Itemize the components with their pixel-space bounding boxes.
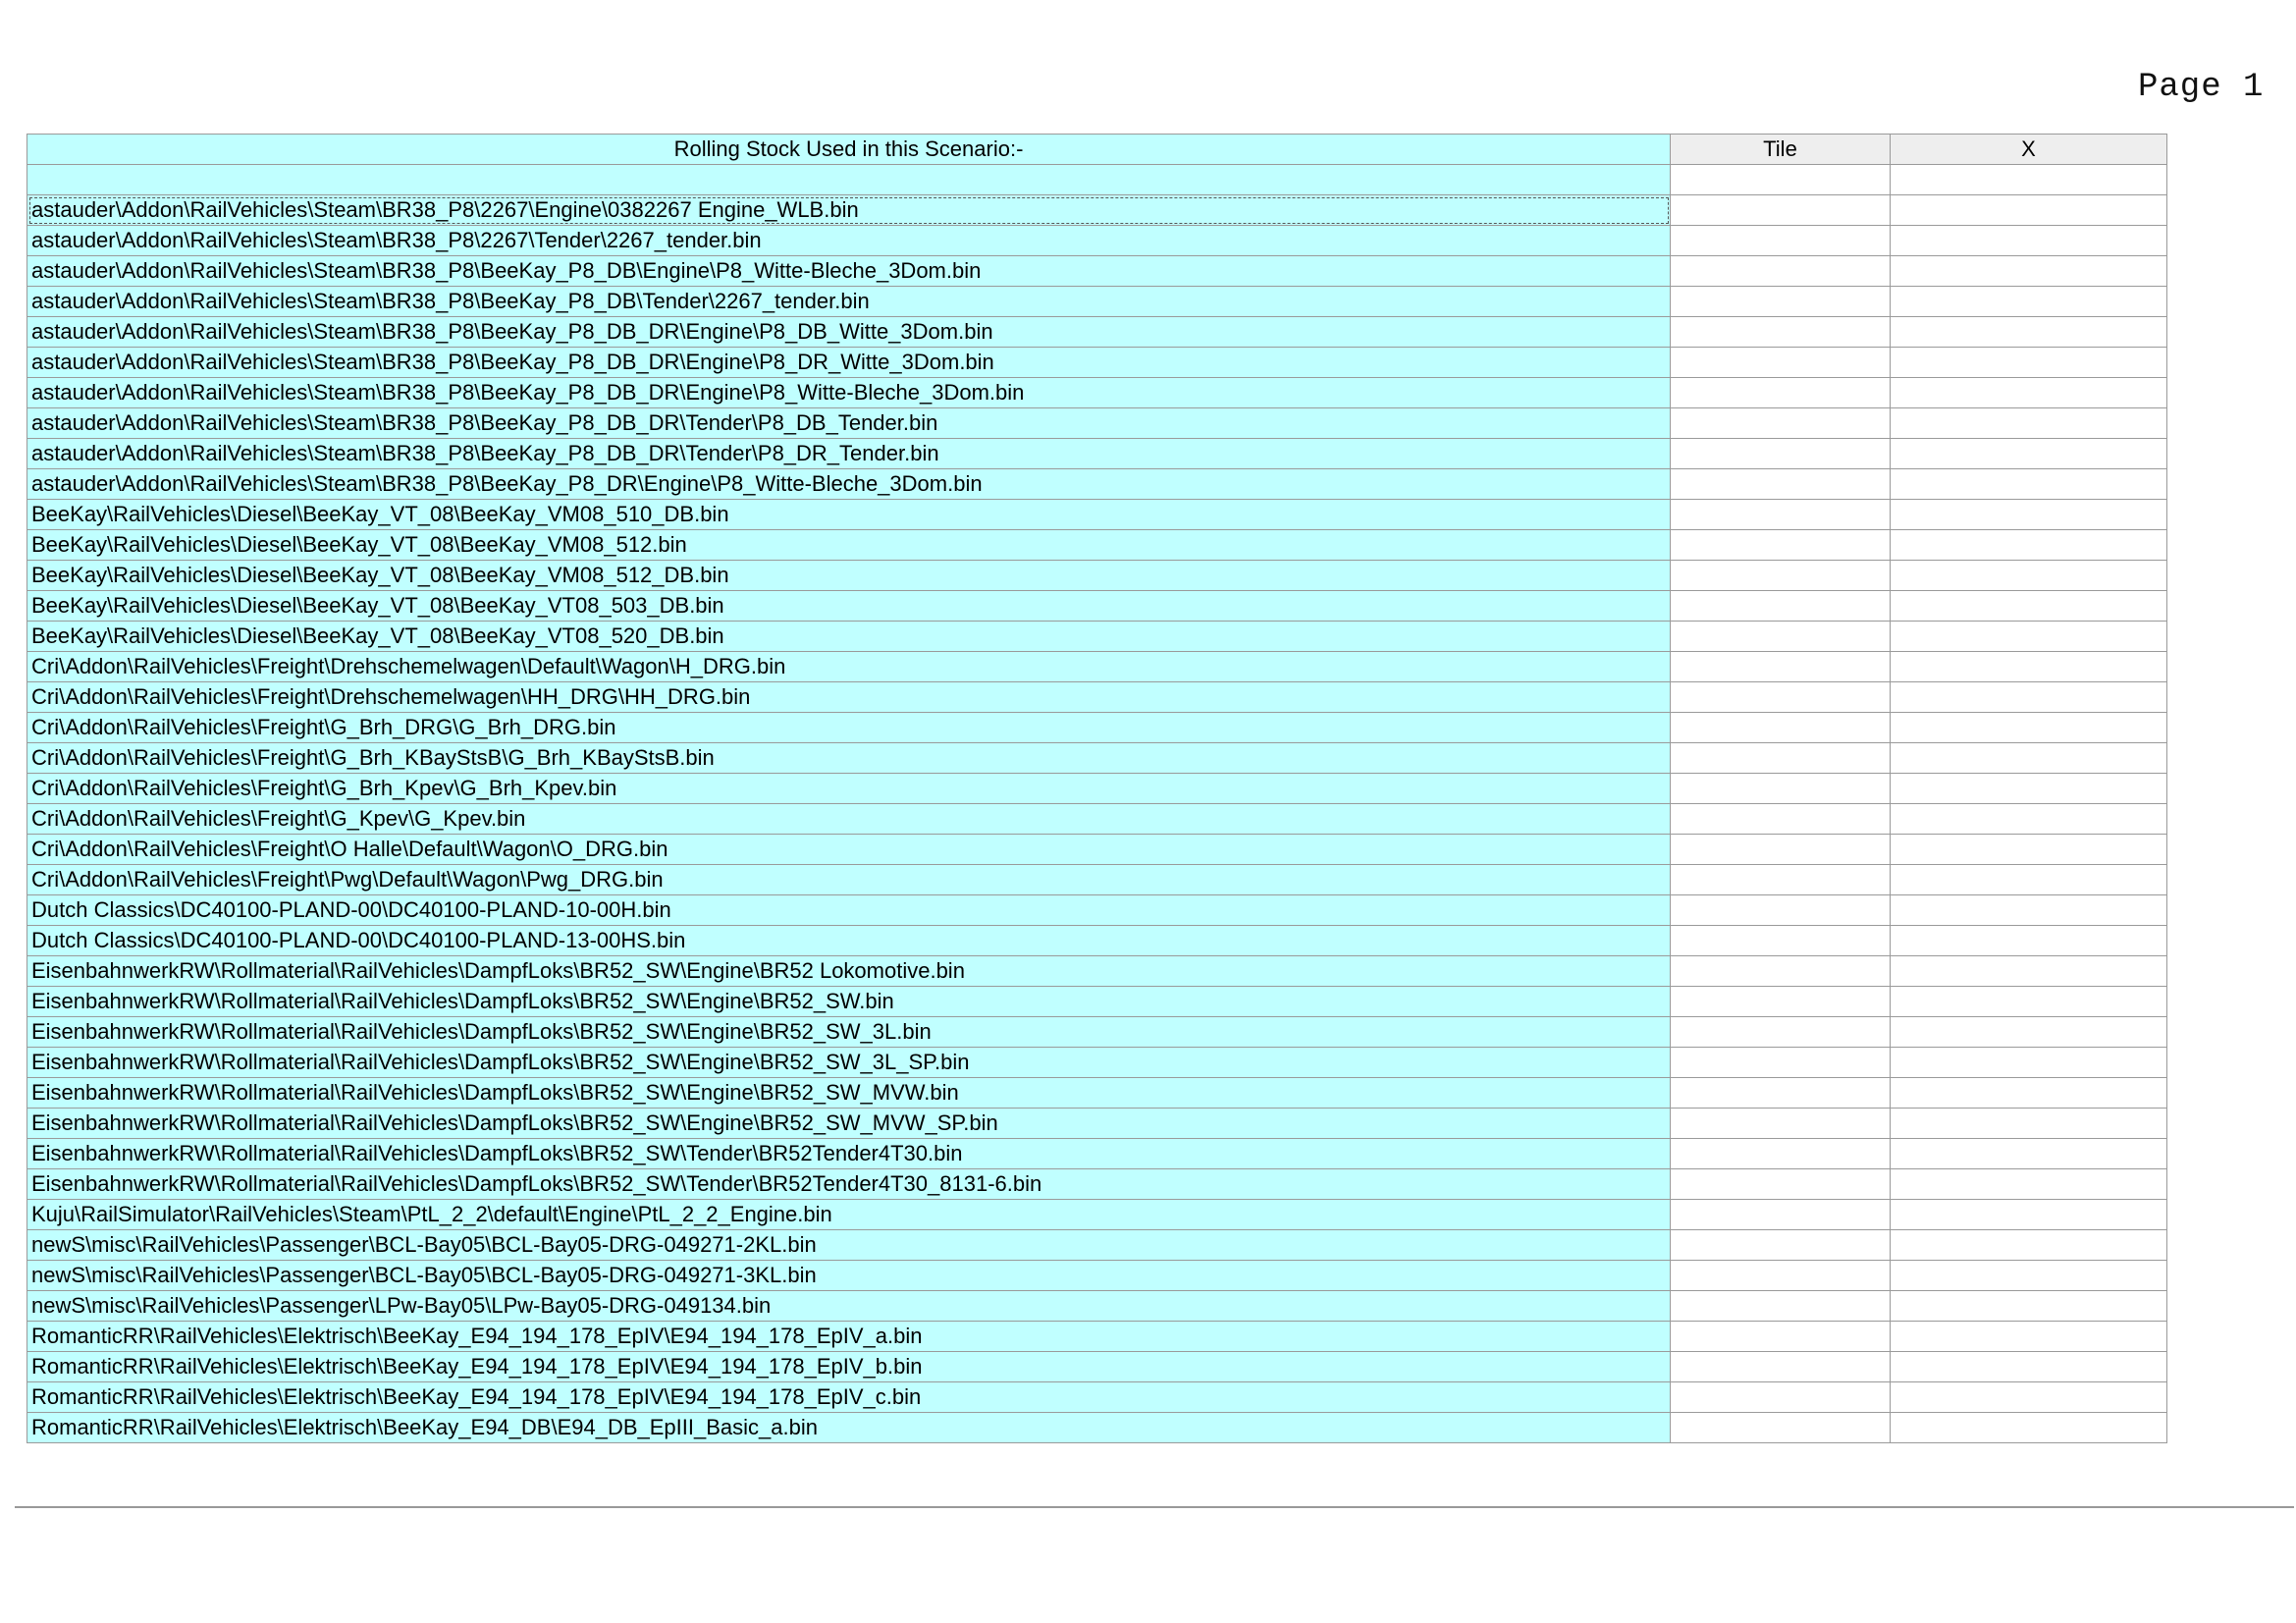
- tile-cell[interactable]: [1671, 408, 1891, 439]
- x-cell[interactable]: [1891, 1139, 2167, 1169]
- rolling-stock-path-cell[interactable]: BeeKay\RailVehicles\Diesel\BeeKay_VT_08\BeeKay_VM08_512.bin: [27, 530, 1671, 561]
- tile-cell[interactable]: [1671, 743, 1891, 774]
- x-cell[interactable]: [1891, 1017, 2167, 1048]
- table-row: [27, 561, 2167, 591]
- tile-cell[interactable]: [1671, 1413, 1891, 1443]
- tile-cell[interactable]: [1671, 804, 1891, 835]
- x-cell[interactable]: [1891, 956, 2167, 987]
- table-row: [27, 1109, 2167, 1139]
- tile-cell[interactable]: [1671, 1352, 1891, 1382]
- tile-cell[interactable]: [1671, 1048, 1891, 1078]
- tile-cell[interactable]: [1671, 317, 1891, 348]
- table-row: [27, 1139, 2167, 1169]
- x-cell[interactable]: [1891, 469, 2167, 500]
- tile-cell[interactable]: [1671, 591, 1891, 622]
- x-cell[interactable]: [1891, 743, 2167, 774]
- tile-cell[interactable]: [1671, 835, 1891, 865]
- x-cell[interactable]: [1891, 500, 2167, 530]
- tile-cell[interactable]: [1671, 1230, 1891, 1261]
- rolling-stock-path-cell[interactable]: astauder\Addon\RailVehicles\Steam\BR38_P8\BeeKay_P8_DB_DR\Engine\P8_DB_Witte_3Dom.bin: [27, 317, 1671, 348]
- tile-cell[interactable]: [1671, 1109, 1891, 1139]
- tile-cell[interactable]: [1671, 1017, 1891, 1048]
- x-cell[interactable]: [1891, 895, 2167, 926]
- table-row: [27, 439, 2167, 469]
- tile-cell[interactable]: [1671, 774, 1891, 804]
- x-cell[interactable]: [1891, 652, 2167, 682]
- rolling-stock-path-cell[interactable]: EisenbahnwerkRW\Rollmaterial\RailVehicles\DampfLoks\BR52_SW\Engine\BR52_SW.bin: [27, 987, 1671, 1017]
- rolling-stock-path-cell[interactable]: astauder\Addon\RailVehicles\Steam\BR38_P8\BeeKay_P8_DB_DR\Engine\P8_Witte-Bleche_3Dom.bin: [27, 378, 1671, 408]
- x-cell[interactable]: [1891, 561, 2167, 591]
- tile-cell[interactable]: [1671, 439, 1891, 469]
- table-row: [27, 1291, 2167, 1322]
- table-row: [27, 256, 2167, 287]
- tile-cell[interactable]: [1671, 1078, 1891, 1109]
- tile-cell[interactable]: [1671, 682, 1891, 713]
- table-row: [27, 317, 2167, 348]
- tile-cell[interactable]: [1671, 287, 1891, 317]
- tile-cell[interactable]: [1671, 1291, 1891, 1322]
- table-row: [27, 774, 2167, 804]
- rolling-stock-path-cell[interactable]: astauder\Addon\RailVehicles\Steam\BR38_P8\BeeKay_P8_DB_DR\Tender\P8_DR_Tender.bin: [27, 439, 1671, 469]
- x-cell[interactable]: [1891, 804, 2167, 835]
- tile-cell[interactable]: [1671, 1322, 1891, 1352]
- tile-cell[interactable]: [1671, 378, 1891, 408]
- rolling-stock-path-cell[interactable]: astauder\Addon\RailVehicles\Steam\BR38_P8\BeeKay_P8_DB\Engine\P8_Witte-Bleche_3Dom.bin: [27, 256, 1671, 287]
- table-row: [27, 1382, 2167, 1413]
- rolling-stock-path-cell[interactable]: EisenbahnwerkRW\Rollmaterial\RailVehicles\DampfLoks\BR52_SW\Tender\BR52Tender4T30_8131-6.bin: [27, 1169, 1671, 1200]
- tile-cell[interactable]: [1671, 1200, 1891, 1230]
- rolling-stock-path-cell[interactable]: astauder\Addon\RailVehicles\Steam\BR38_P8\BeeKay_P8_DR\Engine\P8_Witte-Bleche_3Dom.bin: [27, 469, 1671, 500]
- rolling-stock-path-cell[interactable]: BeeKay\RailVehicles\Diesel\BeeKay_VT_08\BeeKay_VM08_512_DB.bin: [27, 561, 1671, 591]
- x-cell[interactable]: [1891, 1322, 2167, 1352]
- rolling-stock-path-cell[interactable]: Cri\Addon\RailVehicles\Freight\G_Brh_DRG\G_Brh_DRG.bin: [27, 713, 1671, 743]
- tile-cell[interactable]: [1671, 530, 1891, 561]
- table-row: [27, 926, 2167, 956]
- tile-cell[interactable]: [1671, 987, 1891, 1017]
- x-cell[interactable]: [1891, 530, 2167, 561]
- page-number: Page 1: [2138, 69, 2265, 106]
- x-cell[interactable]: [1891, 774, 2167, 804]
- rolling-stock-path-cell[interactable]: Cri\Addon\RailVehicles\Freight\G_Brh_Kpev\G_Brh_Kpev.bin: [27, 774, 1671, 804]
- rolling-stock-path-cell[interactable]: EisenbahnwerkRW\Rollmaterial\RailVehicles\DampfLoks\BR52_SW\Engine\BR52_SW_3L_SP.bin: [27, 1048, 1671, 1078]
- rolling-stock-path-cell[interactable]: astauder\Addon\RailVehicles\Steam\BR38_P8\BeeKay_P8_DB_DR\Tender\P8_DB_Tender.bin: [27, 408, 1671, 439]
- table-row: [27, 348, 2167, 378]
- spacer-cell-name: [27, 165, 1671, 195]
- table-row: [27, 287, 2167, 317]
- x-cell[interactable]: [1891, 195, 2167, 226]
- x-cell[interactable]: [1891, 1291, 2167, 1322]
- page-bottom-rule: [15, 1506, 2294, 1508]
- header-x: X: [1891, 135, 2167, 165]
- rolling-stock-path-cell[interactable]: Cri\Addon\RailVehicles\Freight\Pwg\Default\Wagon\Pwg_DRG.bin: [27, 865, 1671, 895]
- table-row: [27, 1200, 2167, 1230]
- rolling-stock-path-cell[interactable]: BeeKay\RailVehicles\Diesel\BeeKay_VT_08\BeeKay_VT08_503_DB.bin: [27, 591, 1671, 622]
- x-cell[interactable]: [1891, 1048, 2167, 1078]
- table-row: [27, 804, 2167, 835]
- x-cell[interactable]: [1891, 835, 2167, 865]
- tile-cell[interactable]: [1671, 348, 1891, 378]
- tile-cell[interactable]: [1671, 1169, 1891, 1200]
- rolling-stock-path-cell[interactable]: EisenbahnwerkRW\Rollmaterial\RailVehicles\DampfLoks\BR52_SW\Engine\BR52_SW_MVW_SP.bin: [27, 1109, 1671, 1139]
- rolling-stock-path-cell[interactable]: newS\misc\RailVehicles\Passenger\LPw-Bay05\LPw-Bay05-DRG-049134.bin: [27, 1291, 1671, 1322]
- table-row: [27, 500, 2167, 530]
- table-row: [27, 987, 2167, 1017]
- x-cell[interactable]: [1891, 1109, 2167, 1139]
- tile-cell[interactable]: [1671, 1382, 1891, 1413]
- table-row: [27, 1352, 2167, 1382]
- rolling-stock-table: [27, 134, 2167, 1443]
- tile-cell[interactable]: [1671, 865, 1891, 895]
- rolling-stock-path-cell[interactable]: RomanticRR\RailVehicles\Elektrisch\BeeKay_E94_194_178_EpIV\E94_194_178_EpIV_b.bin: [27, 1352, 1671, 1382]
- rolling-stock-path-cell[interactable]: EisenbahnwerkRW\Rollmaterial\RailVehicles\DampfLoks\BR52_SW\Tender\BR52Tender4T30.bin: [27, 1139, 1671, 1169]
- spacer-cell-x: [1891, 165, 2167, 195]
- table-header-row: [27, 135, 2167, 165]
- rolling-stock-path-cell[interactable]: newS\misc\RailVehicles\Passenger\BCL-Bay05\BCL-Bay05-DRG-049271-2KL.bin: [27, 1230, 1671, 1261]
- rolling-stock-path-cell[interactable]: astauder\Addon\RailVehicles\Steam\BR38_P8\BeeKay_P8_DB\Tender\2267_tender.bin: [27, 287, 1671, 317]
- table-row: [27, 195, 2167, 226]
- x-cell[interactable]: [1891, 1352, 2167, 1382]
- table-row: [27, 743, 2167, 774]
- rolling-stock-path-cell[interactable]: astauder\Addon\RailVehicles\Steam\BR38_P8\2267\Engine\0382267 Engine_WLB.bin: [27, 195, 1671, 226]
- rolling-stock-path-cell[interactable]: Cri\Addon\RailVehicles\Freight\G_Brh_KBayStsB\G_Brh_KBayStsB.bin: [27, 743, 1671, 774]
- tile-cell[interactable]: [1671, 1139, 1891, 1169]
- tile-cell[interactable]: [1671, 469, 1891, 500]
- x-cell[interactable]: [1891, 1078, 2167, 1109]
- rolling-stock-path-cell[interactable]: BeeKay\RailVehicles\Diesel\BeeKay_VT_08\BeeKay_VT08_520_DB.bin: [27, 622, 1671, 652]
- rolling-stock-path-cell[interactable]: EisenbahnwerkRW\Rollmaterial\RailVehicles\DampfLoks\BR52_SW\Engine\BR52 Lokomotive.bin: [27, 956, 1671, 987]
- header-rolling-stock: Rolling Stock Used in this Scenario:-: [27, 135, 1671, 165]
- rolling-stock-path-cell[interactable]: Dutch Classics\DC40100-PLAND-00\DC40100-PLAND-13-00HS.bin: [27, 926, 1671, 956]
- rolling-stock-path-cell[interactable]: Kuju\RailSimulator\RailVehicles\Steam\PtL_2_2\default\Engine\PtL_2_2_Engine.bin: [27, 1200, 1671, 1230]
- rolling-stock-path-cell[interactable]: astauder\Addon\RailVehicles\Steam\BR38_P8\2267\Tender\2267_tender.bin: [27, 226, 1671, 256]
- table-row: [27, 226, 2167, 256]
- x-cell[interactable]: [1891, 226, 2167, 256]
- tile-cell[interactable]: [1671, 561, 1891, 591]
- table-row: [27, 652, 2167, 682]
- table-row: [27, 591, 2167, 622]
- x-cell[interactable]: [1891, 622, 2167, 652]
- table-row: [27, 1230, 2167, 1261]
- rolling-stock-path-cell[interactable]: newS\misc\RailVehicles\Passenger\BCL-Bay05\BCL-Bay05-DRG-049271-3KL.bin: [27, 1261, 1671, 1291]
- rolling-stock-path-cell[interactable]: EisenbahnwerkRW\Rollmaterial\RailVehicles\DampfLoks\BR52_SW\Engine\BR52_SW_3L.bin: [27, 1017, 1671, 1048]
- x-cell[interactable]: [1891, 317, 2167, 348]
- x-cell[interactable]: [1891, 1413, 2167, 1443]
- tile-cell[interactable]: [1671, 713, 1891, 743]
- table-row: [27, 1017, 2167, 1048]
- table-row: [27, 713, 2167, 743]
- rolling-stock-path-cell[interactable]: RomanticRR\RailVehicles\Elektrisch\BeeKay_E94_DB\E94_DB_EpIII_Basic_a.bin: [27, 1413, 1671, 1443]
- tile-cell[interactable]: [1671, 652, 1891, 682]
- tile-cell[interactable]: [1671, 956, 1891, 987]
- table-row: [27, 956, 2167, 987]
- table-row: [27, 865, 2167, 895]
- tile-cell[interactable]: [1671, 895, 1891, 926]
- tile-cell[interactable]: [1671, 622, 1891, 652]
- table-row: [27, 895, 2167, 926]
- table-row: [27, 1078, 2167, 1109]
- tile-cell[interactable]: [1671, 256, 1891, 287]
- x-cell[interactable]: [1891, 439, 2167, 469]
- x-cell[interactable]: [1891, 1200, 2167, 1230]
- rolling-stock-path-cell[interactable]: RomanticRR\RailVehicles\Elektrisch\BeeKay_E94_194_178_EpIV\E94_194_178_EpIV_c.bin: [27, 1382, 1671, 1413]
- rolling-stock-path-cell[interactable]: RomanticRR\RailVehicles\Elektrisch\BeeKay_E94_194_178_EpIV\E94_194_178_EpIV_a.bin: [27, 1322, 1671, 1352]
- table-row: [27, 682, 2167, 713]
- tile-cell[interactable]: [1671, 226, 1891, 256]
- x-cell[interactable]: [1891, 591, 2167, 622]
- x-cell[interactable]: [1891, 987, 2167, 1017]
- x-cell[interactable]: [1891, 713, 2167, 743]
- table-row: [27, 835, 2167, 865]
- table-row: [27, 1413, 2167, 1443]
- table-row: [27, 1322, 2167, 1352]
- x-cell[interactable]: [1891, 865, 2167, 895]
- rolling-stock-path-cell[interactable]: BeeKay\RailVehicles\Diesel\BeeKay_VT_08\BeeKay_VM08_510_DB.bin: [27, 500, 1671, 530]
- tile-cell[interactable]: [1671, 195, 1891, 226]
- rolling-stock-path-cell[interactable]: Dutch Classics\DC40100-PLAND-00\DC40100-PLAND-10-00H.bin: [27, 895, 1671, 926]
- table-row: [27, 378, 2167, 408]
- x-cell[interactable]: [1891, 926, 2167, 956]
- tile-cell[interactable]: [1671, 500, 1891, 530]
- rolling-stock-path-cell[interactable]: Cri\Addon\RailVehicles\Freight\Drehschemelwagen\Default\Wagon\H_DRG.bin: [27, 652, 1671, 682]
- x-cell[interactable]: [1891, 1261, 2167, 1291]
- table-row: [27, 1169, 2167, 1200]
- x-cell[interactable]: [1891, 408, 2167, 439]
- x-cell[interactable]: [1891, 1169, 2167, 1200]
- rolling-stock-path-cell[interactable]: Cri\Addon\RailVehicles\Freight\Drehschemelwagen\HH_DRG\HH_DRG.bin: [27, 682, 1671, 713]
- rolling-stock-path-cell[interactable]: Cri\Addon\RailVehicles\Freight\O Halle\Default\Wagon\O_DRG.bin: [27, 835, 1671, 865]
- x-cell[interactable]: [1891, 378, 2167, 408]
- table-row: [27, 1261, 2167, 1291]
- table-row: [27, 1048, 2167, 1078]
- table-row: [27, 469, 2167, 500]
- tile-cell[interactable]: [1671, 1261, 1891, 1291]
- rolling-stock-path-cell[interactable]: Cri\Addon\RailVehicles\Freight\G_Kpev\G_Kpev.bin: [27, 804, 1671, 835]
- table-row: [27, 408, 2167, 439]
- x-cell[interactable]: [1891, 287, 2167, 317]
- x-cell[interactable]: [1891, 256, 2167, 287]
- table-row: [27, 622, 2167, 652]
- x-cell[interactable]: [1891, 682, 2167, 713]
- tile-cell[interactable]: [1671, 926, 1891, 956]
- spacer-cell-tile: [1671, 165, 1891, 195]
- header-tile: Tile: [1671, 135, 1891, 165]
- table-row: [27, 530, 2167, 561]
- table-spacer-row: [27, 165, 2167, 195]
- x-cell[interactable]: [1891, 1230, 2167, 1261]
- x-cell[interactable]: [1891, 1382, 2167, 1413]
- rolling-stock-path-cell[interactable]: astauder\Addon\RailVehicles\Steam\BR38_P8\BeeKay_P8_DB_DR\Engine\P8_DR_Witte_3Dom.bin: [27, 348, 1671, 378]
- rolling-stock-path-cell[interactable]: EisenbahnwerkRW\Rollmaterial\RailVehicles\DampfLoks\BR52_SW\Engine\BR52_SW_MVW.bin: [27, 1078, 1671, 1109]
- x-cell[interactable]: [1891, 348, 2167, 378]
